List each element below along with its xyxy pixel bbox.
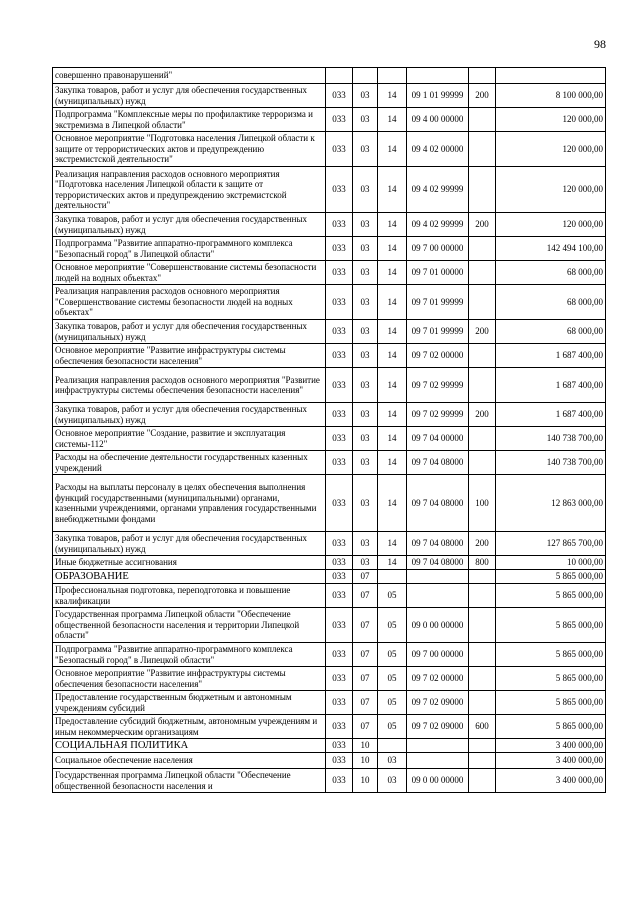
cell-ved: 033 [326,368,353,403]
cell-csr [407,68,469,84]
table-row [53,608,606,643]
cell-pr: 05 [378,584,407,608]
table-row [53,84,606,108]
cell-sum: 68 000,00 [496,285,606,320]
cell-vr: 200 [469,84,496,108]
cell-ved: 033 [326,344,353,368]
cell-csr [407,739,469,753]
cell-vr [469,368,496,403]
cell-rz: 10 [353,753,378,769]
cell-name: Закупка товаров, работ и услуг для обеспечения государственных (муниципальных) нужд [53,84,326,108]
cell-vr [469,667,496,691]
cell-rz: 07 [353,691,378,715]
cell-name: Расходы на выплаты персоналу в целях обеспечения выполнения функций государственными (муниципальными) органами, казенными учреждениями, органами управления государственными внебюджетными фондами [53,475,326,532]
cell-ved: 033 [326,237,353,261]
cell-ved: 033 [326,753,353,769]
table-row [53,237,606,261]
cell-ved: 033 [326,427,353,451]
cell-sum: 120 000,00 [496,108,606,132]
cell-vr [469,691,496,715]
table-row [53,691,606,715]
cell-pr [378,570,407,584]
cell-name: Иные бюджетные ассигнования [53,556,326,570]
cell-rz: 03 [353,167,378,213]
cell-ved: 033 [326,556,353,570]
cell-vr [469,584,496,608]
cell-sum: 12 863 000,00 [496,475,606,532]
table-row [53,667,606,691]
cell-pr: 05 [378,667,407,691]
cell-rz: 03 [353,261,378,285]
cell-vr [469,132,496,167]
cell-ved: 033 [326,715,353,739]
cell-pr: 05 [378,715,407,739]
table-row [53,570,606,584]
cell-rz: 07 [353,608,378,643]
cell-pr: 14 [378,427,407,451]
cell-rz: 03 [353,451,378,475]
cell-name: Профессиональная подготовка, переподготовка и повышение квалификации [53,584,326,608]
cell-sum: 3 400 000,00 [496,739,606,753]
cell-vr [469,451,496,475]
cell-sum: 5 865 000,00 [496,715,606,739]
cell-pr: 03 [378,769,407,793]
cell-sum: 68 000,00 [496,320,606,344]
cell-csr: 09 1 01 99999 [407,84,469,108]
cell-rz: 10 [353,739,378,753]
cell-vr: 200 [469,320,496,344]
cell-pr: 14 [378,451,407,475]
table-row [53,213,606,237]
cell-vr: 200 [469,532,496,556]
cell-pr: 14 [378,344,407,368]
cell-rz: 03 [353,475,378,532]
cell-csr: 09 7 02 09000 [407,691,469,715]
cell-rz: 03 [353,556,378,570]
cell-csr [407,584,469,608]
cell-rz: 03 [353,84,378,108]
cell-name: Расходы на обеспечение деятельности государственных казенных учреждений [53,451,326,475]
cell-sum: 140 738 700,00 [496,451,606,475]
cell-rz: 03 [353,320,378,344]
cell-name: Подпрограмма "Развитие аппаратно-программного комплекса "Безопасный город" в Липецкой области" [53,643,326,667]
cell-name: Предоставление государственным бюджетным и автономным учреждениям субсидий [53,691,326,715]
cell-sum: 3 400 000,00 [496,769,606,793]
cell-sum: 3 400 000,00 [496,753,606,769]
cell-csr: 09 7 04 08000 [407,451,469,475]
cell-name: Основное мероприятие "Развитие инфраструктуры системы обеспечения безопасности населения" [53,344,326,368]
table-row [53,739,606,753]
cell-vr [469,769,496,793]
cell-pr: 14 [378,320,407,344]
cell-rz: 03 [353,427,378,451]
cell-vr [469,285,496,320]
cell-name: Закупка товаров, работ и услуг для обеспечения государственных (муниципальных) нужд [53,532,326,556]
cell-csr: 09 7 04 08000 [407,532,469,556]
cell-rz: 03 [353,237,378,261]
cell-rz: 03 [353,368,378,403]
budget-table [52,67,606,793]
cell-rz: 03 [353,213,378,237]
cell-rz: 03 [353,108,378,132]
cell-pr [378,739,407,753]
cell-ved: 033 [326,320,353,344]
cell-ved: 033 [326,643,353,667]
cell-sum: 1 687 400,00 [496,344,606,368]
cell-vr [469,753,496,769]
table-row [53,108,606,132]
cell-vr: 800 [469,556,496,570]
cell-sum: 127 865 700,00 [496,532,606,556]
cell-pr: 14 [378,167,407,213]
cell-name: Закупка товаров, работ и услуг для обеспечения государственных (муниципальных) нужд [53,403,326,427]
cell-csr: 09 7 01 99999 [407,285,469,320]
cell-ved [326,68,353,84]
cell-pr: 14 [378,368,407,403]
table-row [53,68,606,84]
table-row [53,344,606,368]
cell-csr: 09 7 02 00000 [407,667,469,691]
cell-csr: 09 7 00 00000 [407,237,469,261]
cell-sum: 120 000,00 [496,213,606,237]
cell-rz: 03 [353,532,378,556]
cell-csr: 09 7 04 08000 [407,556,469,570]
cell-csr: 09 0 00 00000 [407,608,469,643]
cell-csr [407,753,469,769]
cell-csr: 09 7 02 09000 [407,715,469,739]
cell-pr: 14 [378,261,407,285]
cell-pr: 14 [378,213,407,237]
cell-csr: 09 7 04 00000 [407,427,469,451]
cell-sum: 5 865 000,00 [496,584,606,608]
cell-name: Подпрограмма "Развитие аппаратно-программного комплекса "Безопасный город" в Липецкой области" [53,237,326,261]
cell-csr: 09 4 02 99999 [407,167,469,213]
cell-ved: 033 [326,584,353,608]
cell-rz: 03 [353,132,378,167]
cell-vr [469,167,496,213]
cell-csr: 09 4 02 99999 [407,213,469,237]
cell-ved: 033 [326,84,353,108]
cell-name: Реализация направления расходов основного мероприятия "Подготовка населения Липецкой области к защите от террористических актов и предупреждению экстремистской деятельности" [53,167,326,213]
cell-name: Реализация направления расходов основного мероприятия "Совершенствование системы безопасности людей на водных объектах" [53,285,326,320]
cell-vr: 200 [469,213,496,237]
cell-pr: 14 [378,285,407,320]
cell-ved: 033 [326,261,353,285]
cell-sum: 5 865 000,00 [496,608,606,643]
cell-pr: 14 [378,237,407,261]
table-row [53,132,606,167]
cell-name: Закупка товаров, работ и услуг для обеспечения государственных (муниципальных) нужд [53,320,326,344]
cell-sum: 68 000,00 [496,261,606,285]
cell-ved: 033 [326,769,353,793]
cell-pr: 14 [378,403,407,427]
cell-csr [407,570,469,584]
cell-ved: 033 [326,132,353,167]
cell-csr: 09 7 01 00000 [407,261,469,285]
cell-rz: 03 [353,344,378,368]
cell-sum: 8 100 000,00 [496,84,606,108]
cell-pr: 14 [378,532,407,556]
cell-rz [353,68,378,84]
cell-name: Реализация направления расходов основного мероприятия "Развитие инфраструктуры системы обеспечения безопасности населения" [53,368,326,403]
cell-ved: 033 [326,285,353,320]
cell-sum: 120 000,00 [496,132,606,167]
table-row [53,643,606,667]
cell-sum: 5 865 000,00 [496,691,606,715]
cell-name: СОЦИАЛЬНАЯ ПОЛИТИКА [53,739,326,753]
table-row [53,769,606,793]
cell-csr: 09 7 02 00000 [407,344,469,368]
cell-ved: 033 [326,108,353,132]
cell-vr: 200 [469,403,496,427]
cell-rz: 07 [353,584,378,608]
cell-name: Предоставление субсидий бюджетным, автономным учреждениям и иным некоммерческим организациям [53,715,326,739]
cell-ved: 033 [326,213,353,237]
cell-rz: 03 [353,403,378,427]
cell-rz: 03 [353,285,378,320]
cell-rz: 07 [353,715,378,739]
cell-ved: 033 [326,667,353,691]
cell-pr: 03 [378,753,407,769]
cell-sum: 5 865 000,00 [496,570,606,584]
table-row [53,167,606,213]
cell-name: Подпрограмма "Комплексные меры по профилактике терроризма и экстремизма в Липецкой области" [53,108,326,132]
cell-csr: 09 7 02 99999 [407,368,469,403]
cell-name: ОБРАЗОВАНИЕ [53,570,326,584]
cell-vr: 100 [469,475,496,532]
cell-vr [469,344,496,368]
cell-ved: 033 [326,403,353,427]
cell-vr [469,739,496,753]
cell-pr: 14 [378,84,407,108]
cell-sum: 140 738 700,00 [496,427,606,451]
cell-csr: 09 0 00 00000 [407,769,469,793]
cell-pr: 14 [378,475,407,532]
cell-ved: 033 [326,691,353,715]
cell-vr: 600 [469,715,496,739]
cell-pr: 14 [378,132,407,167]
cell-csr: 09 7 02 99999 [407,403,469,427]
cell-csr: 09 7 00 00000 [407,643,469,667]
table-row [53,451,606,475]
cell-sum: 10 000,00 [496,556,606,570]
table-row [53,427,606,451]
cell-name: Основное мероприятие "Подготовка населения Липецкой области к защите от террористических актов и предупреждению экстремистской деятельности" [53,132,326,167]
table-row [53,475,606,532]
cell-ved: 033 [326,451,353,475]
cell-pr [378,68,407,84]
cell-ved: 033 [326,570,353,584]
cell-pr: 14 [378,108,407,132]
cell-vr [469,570,496,584]
cell-rz: 07 [353,643,378,667]
cell-ved: 033 [326,167,353,213]
cell-sum: 120 000,00 [496,167,606,213]
cell-vr [469,108,496,132]
cell-pr: 05 [378,608,407,643]
table-row [53,584,606,608]
cell-vr [469,608,496,643]
cell-name: Закупка товаров, работ и услуг для обеспечения государственных (муниципальных) нужд [53,213,326,237]
cell-csr: 09 4 00 00000 [407,108,469,132]
cell-rz: 07 [353,570,378,584]
table-row [53,753,606,769]
table-row [53,368,606,403]
table-row [53,261,606,285]
page-number: 98 [594,37,606,51]
cell-name: Основное мероприятие "Развитие инфраструктуры системы обеспечения безопасности населения" [53,667,326,691]
cell-rz: 10 [353,769,378,793]
table-row [53,320,606,344]
table-row [53,285,606,320]
cell-rz: 07 [353,667,378,691]
cell-sum: 1 687 400,00 [496,403,606,427]
cell-pr: 14 [378,556,407,570]
cell-sum: 5 865 000,00 [496,667,606,691]
table-row [53,556,606,570]
cell-ved: 033 [326,475,353,532]
cell-ved: 033 [326,739,353,753]
cell-name: Основное мероприятие "Создание, развитие и эксплуатация системы-112" [53,427,326,451]
cell-csr: 09 7 01 99999 [407,320,469,344]
cell-sum: 1 687 400,00 [496,368,606,403]
table-row [53,532,606,556]
cell-name: Социальное обеспечение населения [53,753,326,769]
cell-vr [469,68,496,84]
table-row [53,403,606,427]
cell-name: Государственная программа Липецкой области "Обеспечение общественной безопасности населения и [53,769,326,793]
cell-csr: 09 7 04 08000 [407,475,469,532]
cell-ved: 033 [326,532,353,556]
table-row [53,715,606,739]
cell-name: Государственная программа Липецкой области "Обеспечение общественной безопасности населения и территории Липецкой области" [53,608,326,643]
cell-name: Основное мероприятие "Совершенствование системы безопасности людей на водных объектах" [53,261,326,285]
cell-name: совершенно правонарушений" [53,68,326,84]
cell-vr [469,237,496,261]
cell-sum: 5 865 000,00 [496,643,606,667]
cell-pr: 05 [378,691,407,715]
cell-vr [469,427,496,451]
cell-ved: 033 [326,608,353,643]
cell-pr: 05 [378,643,407,667]
cell-csr: 09 4 02 00000 [407,132,469,167]
cell-sum [496,68,606,84]
cell-vr [469,261,496,285]
cell-vr [469,643,496,667]
cell-sum: 142 494 100,00 [496,237,606,261]
